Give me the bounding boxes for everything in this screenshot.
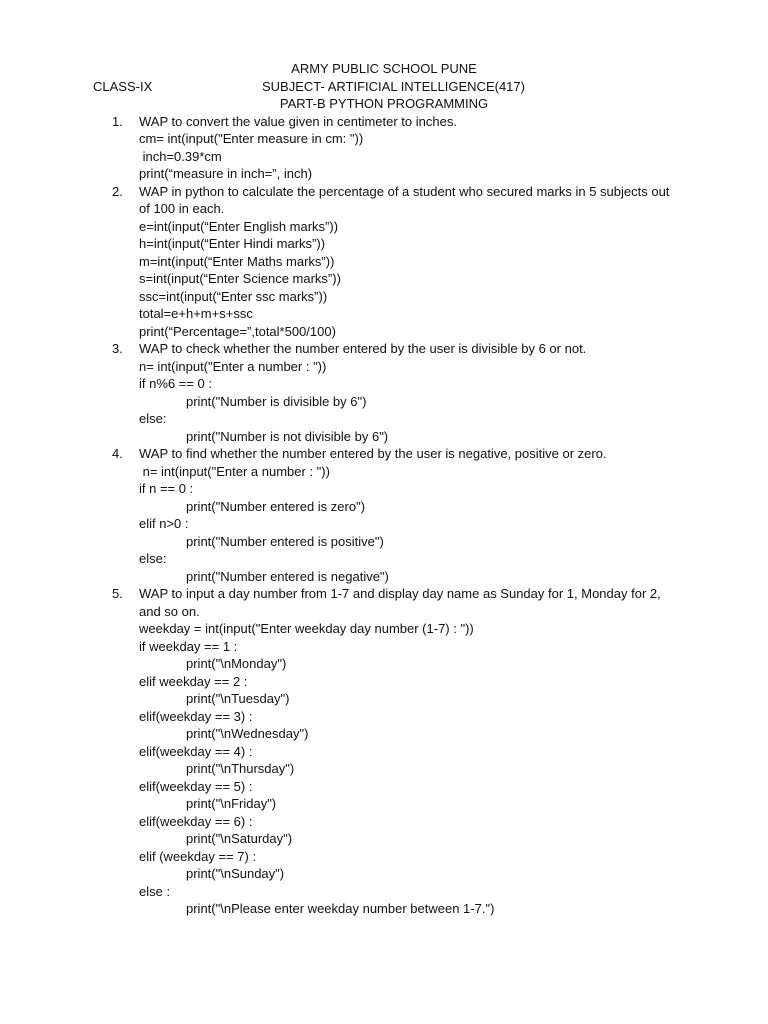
code-line: ssc=int(input(“Enter ssc marks”)) [139,288,328,304]
code-line: elif n>0 : [139,516,189,531]
code-line: print("Number entered is zero") [186,498,366,514]
code-line: n= int(input("Enter a number : ")) [139,358,327,374]
class-label: CLASS-IX [93,78,153,94]
question-2-prompt: WAP in python to calculate the percentage of a student who secured marks in 5 subjects out [139,183,670,199]
code-line: elif(weekday == 6) : [139,813,253,829]
code-line: else: [139,411,167,426]
code-line: cm= int(input("Enter measure in cm: ")) [139,131,364,146]
code-line: print(“measure in inch=”, inch) [139,166,313,181]
code-line: s=int(input(“Enter Science marks”)) [139,271,341,286]
question-4-number: 4. [112,446,123,461]
code-line: if weekday == 1 : [139,638,238,654]
code-line: print("Number entered is negative") [186,568,389,584]
code-line: else: [139,551,167,566]
question-1-number: 1. [112,113,123,129]
question-2-number: 2. [112,183,123,199]
code-line: if n == 0 : [139,481,194,496]
code-line: print("\nThursday") [186,761,295,776]
code-line: h=int(input(“Enter Hindi marks”)) [139,236,326,251]
question-3-prompt: WAP to check whether the number entered by the user is divisible by 6 or not. [139,341,587,356]
code-line: print("Number is not divisible by 6") [186,428,389,444]
code-line: print("\nPlease enter weekday number between 1-7.") [186,901,495,916]
school-name: ARMY PUBLIC SCHOOL PUNE [291,61,477,76]
code-line: n= int(input("Enter a number : ")) [139,463,330,479]
code-line: print(“Percentage=”,total*500/100) [139,323,336,339]
code-line: print("Number entered is positive") [186,533,384,549]
code-line: weekday = int(input("Enter weekday day number (1-7) : ")) [139,621,474,636]
code-line: print("\nMonday") [186,656,287,671]
code-line: print("Number is divisible by 6") [186,393,367,409]
subject-label: SUBJECT- ARTIFICIAL INTELLIGENCE(417) [262,78,525,94]
code-line: inch=0.39*cm [139,148,222,164]
question-3-number: 3. [112,341,123,356]
code-line: print("\nSunday") [186,866,285,881]
question-5-prompt-cont: and so on. [139,603,200,619]
part-title: PART-B PYTHON PROGRAMMING [279,96,489,111]
code-line: else : [139,883,171,899]
code-line: elif(weekday == 4) : [139,743,253,759]
code-line: total=e+h+m+s+ssc [139,306,253,321]
question-5-prompt: WAP to input a day number from 1-7 and display day name as Sunday for 1, Monday for 2, [139,586,661,601]
code-line: print("\nTuesday") [186,691,290,706]
question-5-number: 5. [112,586,123,601]
code-line: m=int(input(“Enter Maths marks”)) [139,253,335,269]
code-line: print("\nSaturday") [186,831,293,846]
code-line: if n%6 == 0 : [139,376,212,391]
question-4-prompt: WAP to find whether the number entered by the user is negative, positive or zero. [139,446,607,461]
question-2-prompt-cont: of 100 in each. [139,201,225,216]
code-line: print("\nWednesday") [186,726,309,741]
code-line: elif(weekday == 3) : [139,708,253,724]
code-line: elif weekday == 2 : [139,673,248,689]
question-1-prompt: WAP to convert the value given in centimeter to inches. [139,113,457,129]
code-line: print("\nFriday") [186,796,277,811]
code-line: elif (weekday == 7) : [139,848,257,864]
code-line: elif(weekday == 5) : [139,778,253,794]
code-line: e=int(input(“Enter English marks”)) [139,218,339,234]
